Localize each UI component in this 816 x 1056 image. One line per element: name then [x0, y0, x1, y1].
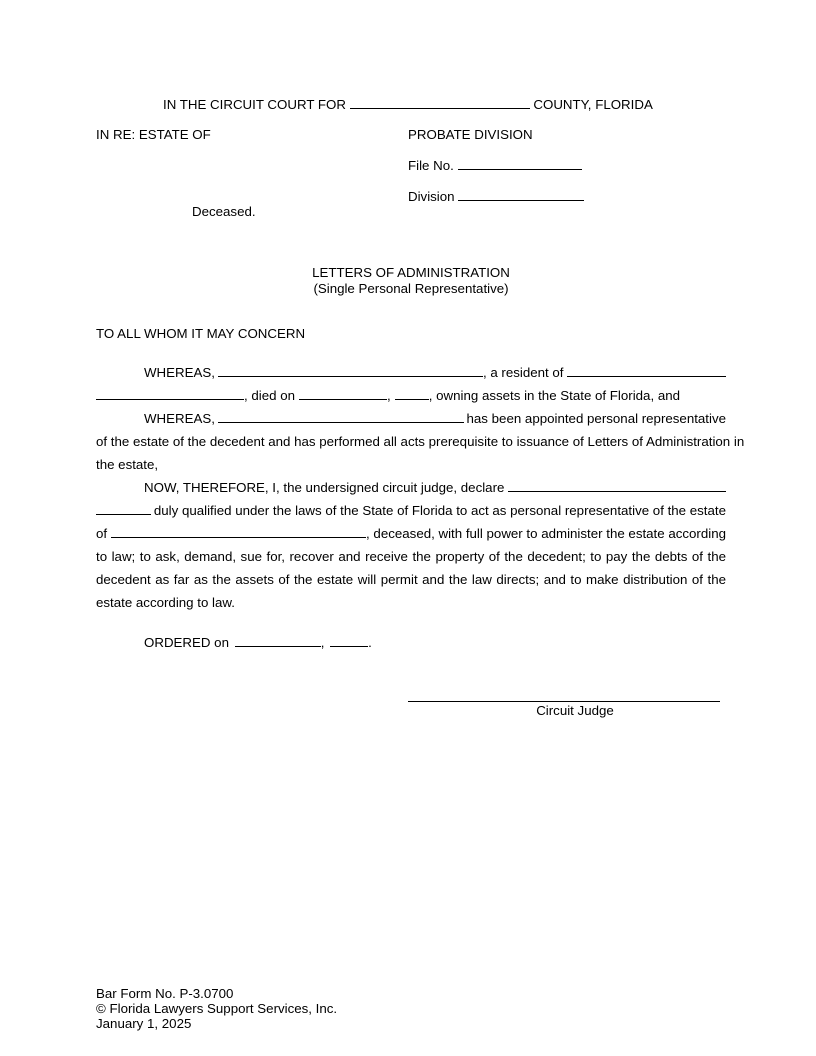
order-year-blank[interactable] — [330, 634, 368, 647]
division-blank[interactable] — [458, 188, 584, 201]
ordered-on-line: ORDERED on , . — [144, 635, 372, 650]
circuit-judge-label: Circuit Judge — [536, 703, 614, 718]
in-re-estate: IN RE: ESTATE OF — [96, 127, 211, 142]
bar-form-number: Bar Form No. P-3.0700 — [96, 986, 234, 1001]
whereas-line-3: WHEREAS, has been appointed personal representative — [144, 411, 726, 426]
date-of-death-blank[interactable] — [299, 387, 387, 400]
declared-representative-blank-cont[interactable] — [96, 502, 151, 515]
file-no-line — [408, 157, 582, 174]
whereas-line-5: the estate, — [96, 457, 159, 472]
signature-line[interactable] — [408, 701, 720, 702]
now-therefore-line-4: to law; to ask, demand, sue for, recover and receive the property of the decedent; to pay the debts of the — [96, 549, 726, 564]
form-date: January 1, 2025 — [96, 1016, 192, 1031]
deceased-label: Deceased. — [192, 204, 256, 219]
residence-blank[interactable] — [567, 364, 726, 377]
decedent-name-blank[interactable] — [218, 364, 483, 377]
declared-representative-blank[interactable] — [508, 479, 726, 492]
personal-representative-blank[interactable] — [218, 410, 464, 423]
now-therefore-line-3: of , deceased, with full power to administer the estate according — [96, 526, 726, 541]
order-date-blank[interactable] — [235, 634, 321, 647]
now-therefore-line-6: estate according to law. — [96, 595, 235, 610]
whereas-line-4: of the estate of the decedent and has performed all acts prerequisite to issuance of Letters of Administration in — [96, 434, 745, 449]
body-text — [96, 361, 745, 614]
residence-blank-cont[interactable] — [96, 387, 244, 400]
probate-division: PROBATE DIVISION — [408, 127, 533, 142]
now-therefore-line-5: decedent as far as the assets of the estate will permit and the law directs; and to make distribution of the — [96, 572, 726, 587]
document-subtitle: (Single Personal Representative) — [313, 281, 509, 296]
file-no-label: File No. — [408, 158, 454, 173]
court-heading — [163, 96, 653, 113]
estate-name-blank[interactable] — [111, 525, 366, 538]
document-title: LETTERS OF ADMINISTRATION — [312, 265, 510, 280]
copyright-notice: © Florida Lawyers Support Services, Inc. — [96, 1001, 338, 1016]
now-therefore-line-2: duly qualified under the laws of the State of Florida to act as personal representative of the estate — [96, 499, 726, 522]
division-label: Division — [408, 189, 455, 204]
year-of-death-blank[interactable] — [395, 387, 429, 400]
division-line — [408, 188, 584, 205]
whereas-line-1: WHEREAS, , a resident of — [96, 361, 726, 384]
whereas-line-2: , died on , , owning assets in the State of Florida, and — [96, 384, 726, 407]
now-therefore-line-1: NOW, THEREFORE, I, the undersigned circuit judge, declare — [96, 476, 726, 499]
county-blank[interactable] — [350, 96, 530, 109]
court-suffix: COUNTY, FLORIDA — [533, 97, 653, 112]
court-prefix: IN THE CIRCUIT COURT FOR — [163, 97, 346, 112]
salutation: TO ALL WHOM IT MAY CONCERN — [96, 326, 306, 341]
file-no-blank[interactable] — [458, 157, 582, 170]
